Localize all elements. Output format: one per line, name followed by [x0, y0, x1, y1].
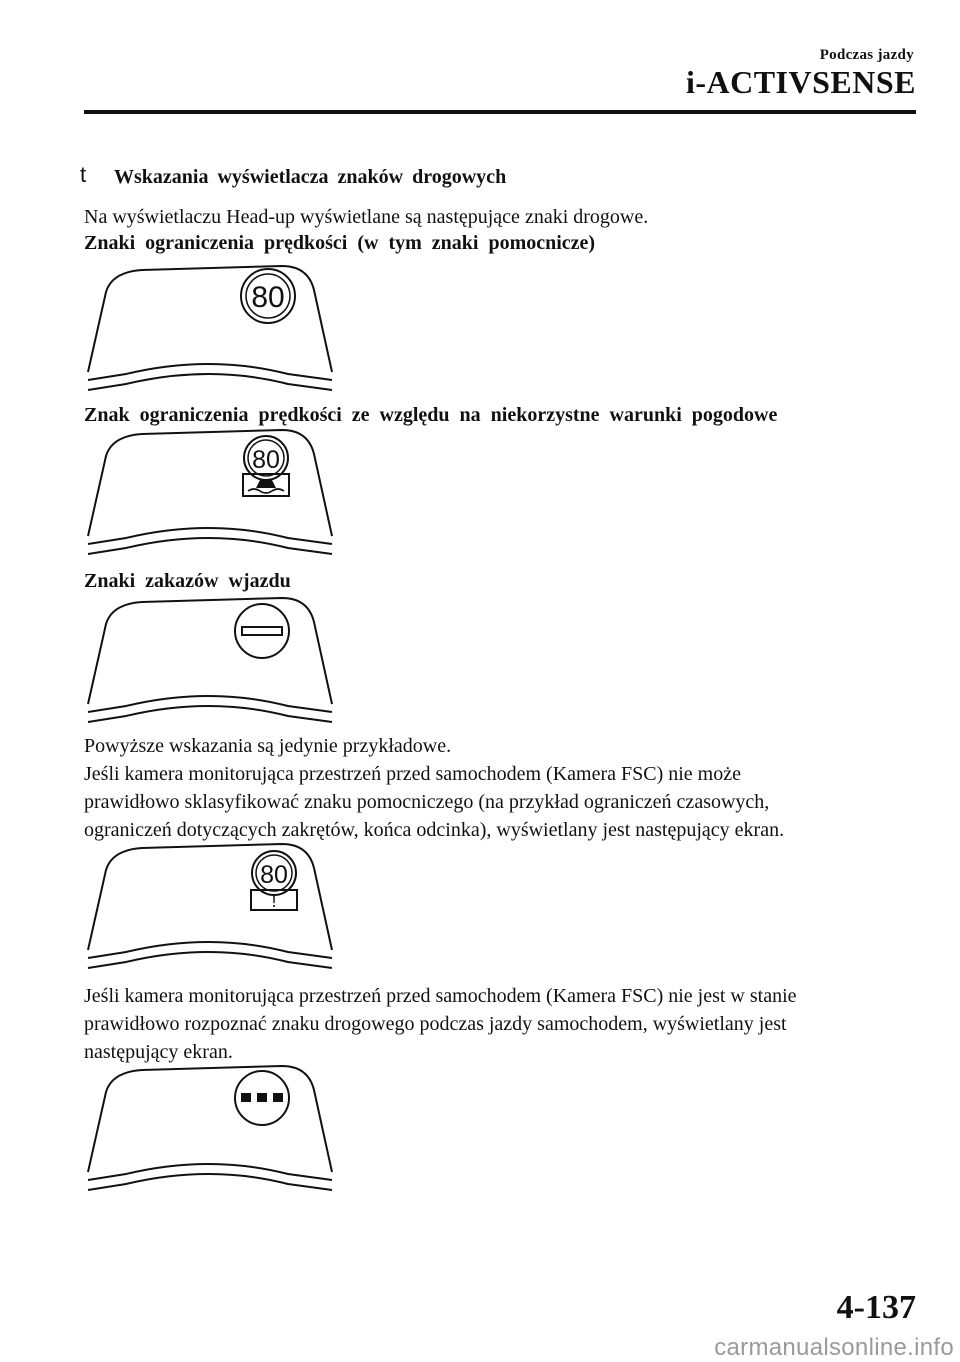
paragraph-cannot-classify-line-1: Jeśli kamera monitorująca przestrzeń przed samochodem (Kamera FSC) nie może [84, 763, 741, 785]
sign-not-recognized-icon [235, 1071, 289, 1125]
paragraph-cannot-classify-line-2: prawidłowo sklasyfikować znaku pomocniczego (na przykład ograniczeń czasowych, [84, 791, 770, 813]
hud-figure-unclassified-sign [82, 840, 338, 976]
paragraph-cannot-classify-line-3: ograniczeń dotyczących zakrętów, końca odcinka), wyświetlany jest następujący ekran. [84, 819, 785, 841]
paragraph-cannot-recognize-line-3: następujący ekran. [84, 1041, 233, 1063]
intro-paragraph: Na wyświetlaczu Head-up wyświetlane są następujące znaki drogowe. [84, 206, 649, 228]
header-divider [84, 110, 916, 114]
heading-speed-limit: Znaki ograniczenia prędkości (w tym znaki pomocnicze) [84, 232, 596, 254]
section-title: Wskazania wyświetlacza znaków drogowych [114, 166, 507, 188]
hud-figure-no-entry [82, 594, 338, 730]
examples-note: Powyższe wskazania są jedynie przykładowe. [84, 735, 452, 757]
slippery-road-icon [248, 480, 284, 493]
watermark: carmanualsonline.info [714, 1334, 954, 1361]
unclassified-mark: ! [271, 891, 277, 911]
page-number: 4-137 [836, 1289, 916, 1326]
paragraph-cannot-recognize-line-2: prawidłowo rozpoznać znaku drogowego podczas jazdy samochodem, wyświetlany jest [84, 1013, 787, 1035]
header-chapter-title: i-ACTIVSENSE [685, 64, 916, 100]
hud-figure-not-recognized [82, 1062, 338, 1198]
no-entry-sign-icon [235, 604, 289, 658]
heading-weather-limit: Znak ograniczenia prędkości ze względu na niekorzystne warunki pogodowe [84, 404, 778, 426]
speed-limit-value: 80 [251, 281, 285, 314]
hud-figure-weather-limit [82, 426, 338, 562]
header-section-label: Podczas jazdy [819, 47, 914, 63]
hud-figure-speed-limit [82, 262, 338, 398]
heading-no-entry: Znaki zakazów wjazdu [84, 570, 291, 592]
section-bullet-icon: t [80, 162, 87, 187]
paragraph-cannot-recognize-line-1: Jeśli kamera monitorująca przestrzeń przed samochodem (Kamera FSC) nie jest w stanie [84, 985, 797, 1007]
unclassified-limit-value: 80 [260, 861, 288, 889]
weather-limit-value: 80 [252, 446, 280, 474]
